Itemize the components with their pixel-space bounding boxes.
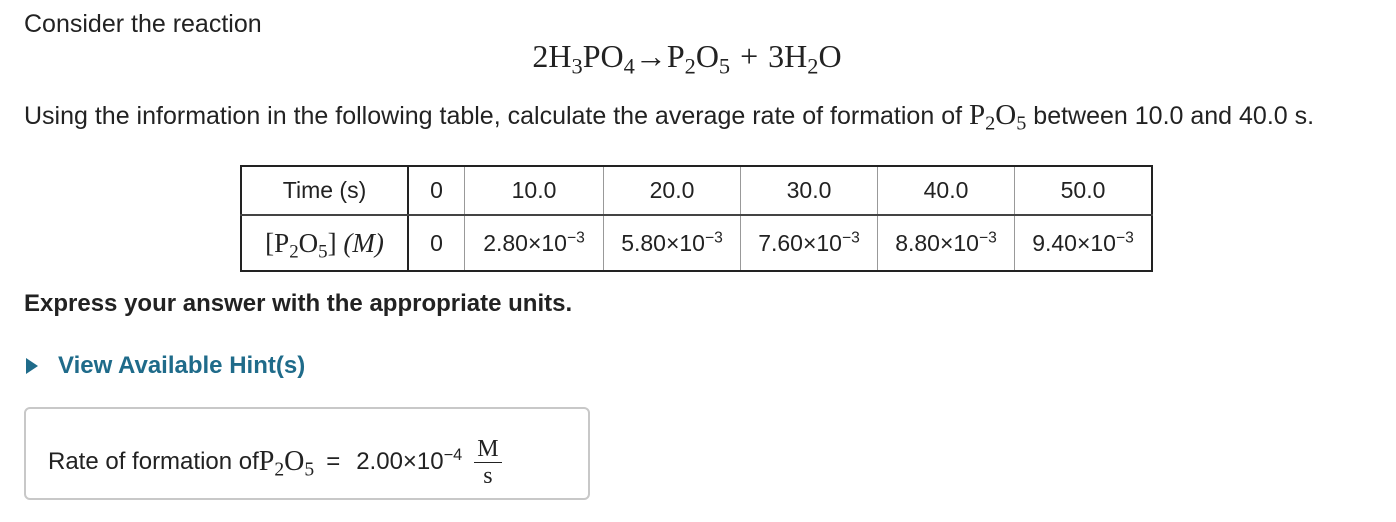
question-species: $P_2O_5$ (968, 99, 1027, 135)
time-cell: 50.0 (1015, 166, 1153, 215)
instruction-text: Express your answer with the appropriate units. (24, 290, 573, 317)
data-table (240, 165, 1153, 272)
question-text: Using the information in the following table, calculate the average rate of formation of $P_2O_5$ between 10.0 and 40.0 s. (24, 99, 1315, 135)
concentration-cell: $9.40\times 10^{-3}$ (1015, 215, 1153, 271)
concentration-cell: 0 (408, 215, 465, 271)
time-cell: 20.0 (604, 166, 741, 215)
answer-unit: $\frac{M}{s}$ (474, 436, 501, 489)
answer-line (48, 435, 502, 488)
concentration-cell: $5.80\times 10^{-3}$ (604, 215, 741, 271)
concentration-cell: $7.60\times 10^{-3}$ (741, 215, 878, 271)
view-hints-link[interactable] (24, 352, 305, 380)
answer-label: Rate of formation of (48, 447, 259, 475)
answer-species: $P_2O_5$ (258, 445, 315, 480)
time-cell: 0 (408, 166, 465, 215)
concentration-row (241, 215, 1152, 271)
concentration-cell: $2.80\times 10^{-3}$ (465, 215, 604, 271)
reaction-equation: $2H_3PO_4\to P_2O_5 + 3H_2O$ (532, 38, 842, 79)
caret-right-icon (26, 358, 38, 374)
concentration-row-label: $[P_2O_5]$ (M) (241, 215, 408, 271)
time-row (241, 166, 1152, 215)
time-row-label: Time (s) (241, 166, 408, 215)
time-cell: 30.0 (741, 166, 878, 215)
concentration-cell: $8.80\times 10^{-3}$ (878, 215, 1015, 271)
view-hints-label: View Available Hint(s) (58, 352, 306, 379)
time-cell: 40.0 (878, 166, 1015, 215)
intro-text: Consider the reaction (24, 10, 262, 38)
answer-value[interactable]: $2.00\times 10^{-4}$ (356, 445, 463, 475)
equals-sign: = (326, 447, 341, 475)
answer-box[interactable] (24, 407, 590, 500)
time-cell: 10.0 (465, 166, 604, 215)
